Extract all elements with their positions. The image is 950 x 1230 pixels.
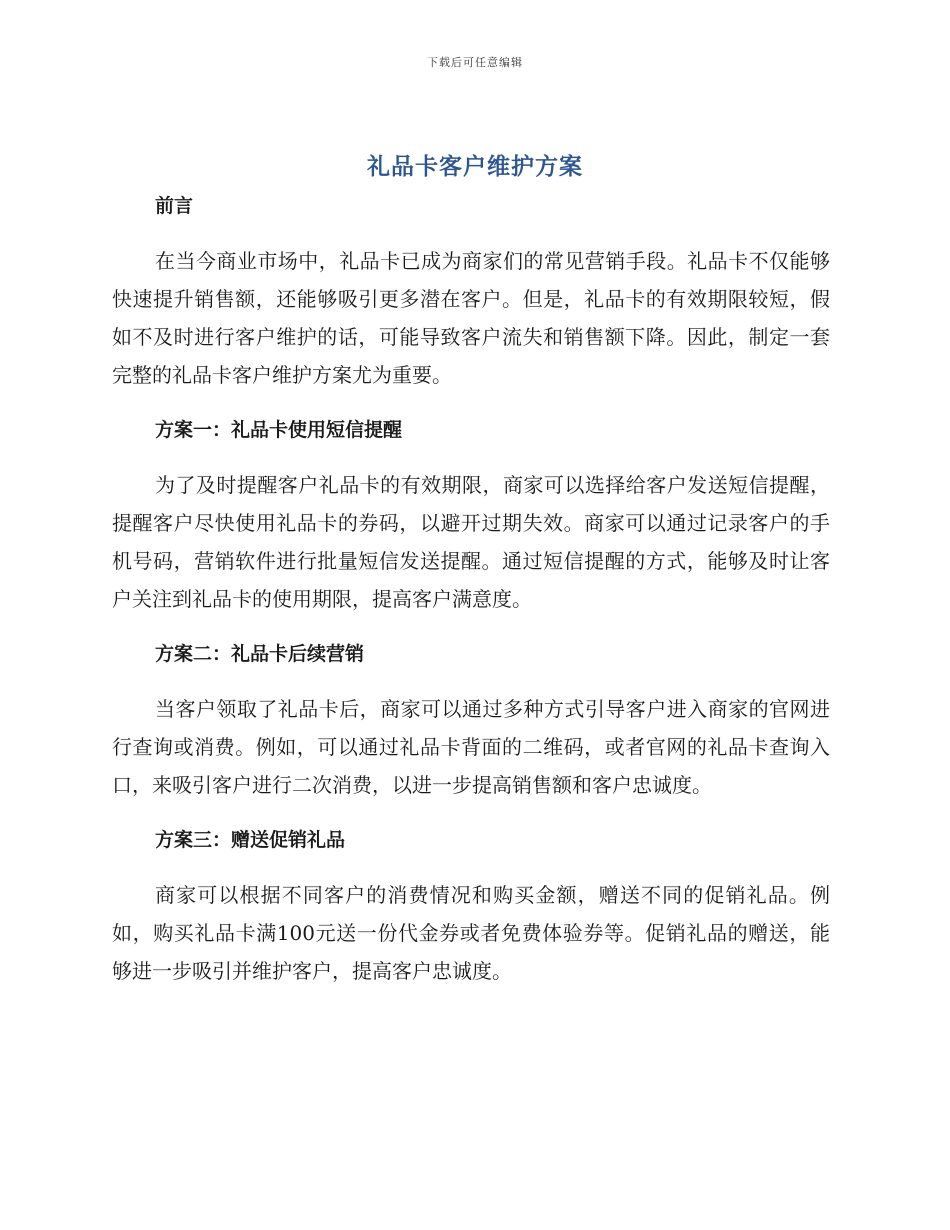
section-heading: 方案一：礼品卡使用短信提醒 — [155, 419, 403, 441]
section-paragraph: 商家可以根据不同客户的消费情况和购买金额，赠送不同的促销礼品。例如，购买礼品卡满100元送一份代金券或者免费体验券等。促销礼品的赠送，能够进一步吸引并维护客户，提高客户忠诚度。 — [112, 883, 830, 983]
section-plan-three — [112, 824, 830, 990]
section-paragraph: 在当今商业市场中，礼品卡已成为商家们的常见营销手段。礼品卡不仅能够快速提升销售额，还能够吸引更多潜在客户。但是，礼品卡的有效期限较短，假如不及时进行客户维护的话，可能导致客户流失和销售额下降。因此，制定一套完整的礼品卡客户维护方案尤为重要。 — [112, 249, 830, 387]
header-note: 下载后可任意编辑 — [427, 56, 523, 69]
section-plan-two — [112, 638, 830, 824]
section-heading: 前言 — [155, 195, 194, 217]
document-body — [112, 190, 830, 990]
section-heading: 方案三：赠送促销礼品 — [155, 829, 346, 851]
document-title: 礼品卡客户维护方案 — [367, 154, 583, 180]
section-paragraph: 当客户领取了礼品卡后，商家可以通过多种方式引导客户进入商家的官网进行查询或消费。例如，可以通过礼品卡背面的二维码，或者官网的礼品卡查询入口，来吸引客户进行二次消费，以进一步提高销售额和客户忠诚度。 — [112, 697, 830, 797]
section-heading: 方案二：礼品卡后续营销 — [155, 643, 365, 665]
section-plan-one — [112, 414, 830, 638]
section-preface — [112, 190, 830, 414]
section-paragraph: 为了及时提醒客户礼品卡的有效期限，商家可以选择给客户发送短信提醒，提醒客户尽快使用礼品卡的券码，以避开过期失效。商家可以通过记录客户的手机号码，营销软件进行批量短信发送提醒。通过短信提醒的方式，能够及时让客户关注到礼品卡的使用期限，提高客户满意度。 — [112, 473, 830, 611]
